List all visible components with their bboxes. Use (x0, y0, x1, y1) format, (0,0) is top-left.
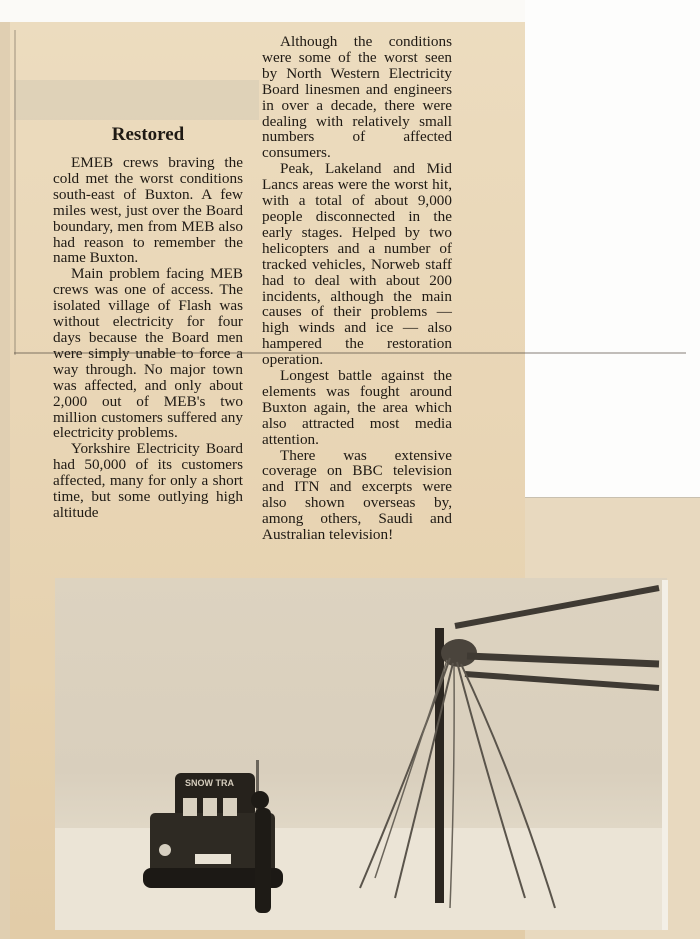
photo-snow-vehicle-pole (55, 578, 667, 930)
paragraph: Yorkshire Electricity Board had 50,000 of its customers affected, many for only a short time, but some outlying high altitude (53, 440, 243, 521)
iced-wire (455, 588, 659, 626)
paragraph: Although the conditions were some of the worst seen by North Western Electricity Board linesmen and engineers in over a decade, there were dealing with relatively small numbers of affected consumers. (262, 33, 452, 162)
scan-margin-left (0, 22, 10, 939)
article-headline: Restored (111, 124, 185, 145)
scan-margin-right (525, 0, 700, 355)
vehicle-window (183, 798, 197, 816)
tape-band (14, 80, 259, 120)
headlamp (159, 844, 171, 856)
photo-illustration (55, 578, 667, 930)
iced-wire (465, 674, 659, 688)
iced-wire (467, 656, 659, 664)
number-plate (195, 854, 231, 864)
paragraph: EMEB crews braving the cold met the worst conditions south-east of Buxton. A few miles west, just over the Board boundary, men from MEB also had reason to remember the name Buxton. (53, 154, 243, 267)
paragraph: Main problem facing MEB crews was one of access. The isolated village of Flash was without electricity for four days because the Board men were simply unable to force a way through. No major town was affected, and only about 2,000 out of MEB's two million customers suffered any electricity problems. (53, 265, 243, 442)
vehicle-sign: SNOW TRA (185, 778, 234, 788)
paragraph: Longest battle against the elements was fought around Buxton again, the area which also attracted most media attention. (262, 367, 452, 448)
article-column-1 (53, 155, 243, 521)
paragraph: There was extensive coverage on BBC television and ITN and excerpts were also shown overseas by, among others, Saudi and Australian television! (262, 446, 452, 544)
fold-line-vertical (14, 30, 16, 355)
article-column-2 (262, 34, 452, 543)
man-standing (255, 808, 271, 913)
man-head (251, 791, 269, 809)
photo-edge (662, 580, 668, 930)
scan-margin-right-lower (518, 355, 700, 498)
power-pole (435, 628, 444, 903)
paragraph: Peak, Lakeland and Mid Lancs areas were the worst hit, with a total of about 9,000 people disconnected in the early stages. Helped by two helicopters and a number of tracked vehicles, Norweb staff had to deal with about 200 incidents, although the main causes of their problems — high winds and ice — also hampered the restoration operation. (262, 160, 452, 369)
vehicle-window (203, 798, 217, 816)
vehicle-window (223, 798, 237, 816)
